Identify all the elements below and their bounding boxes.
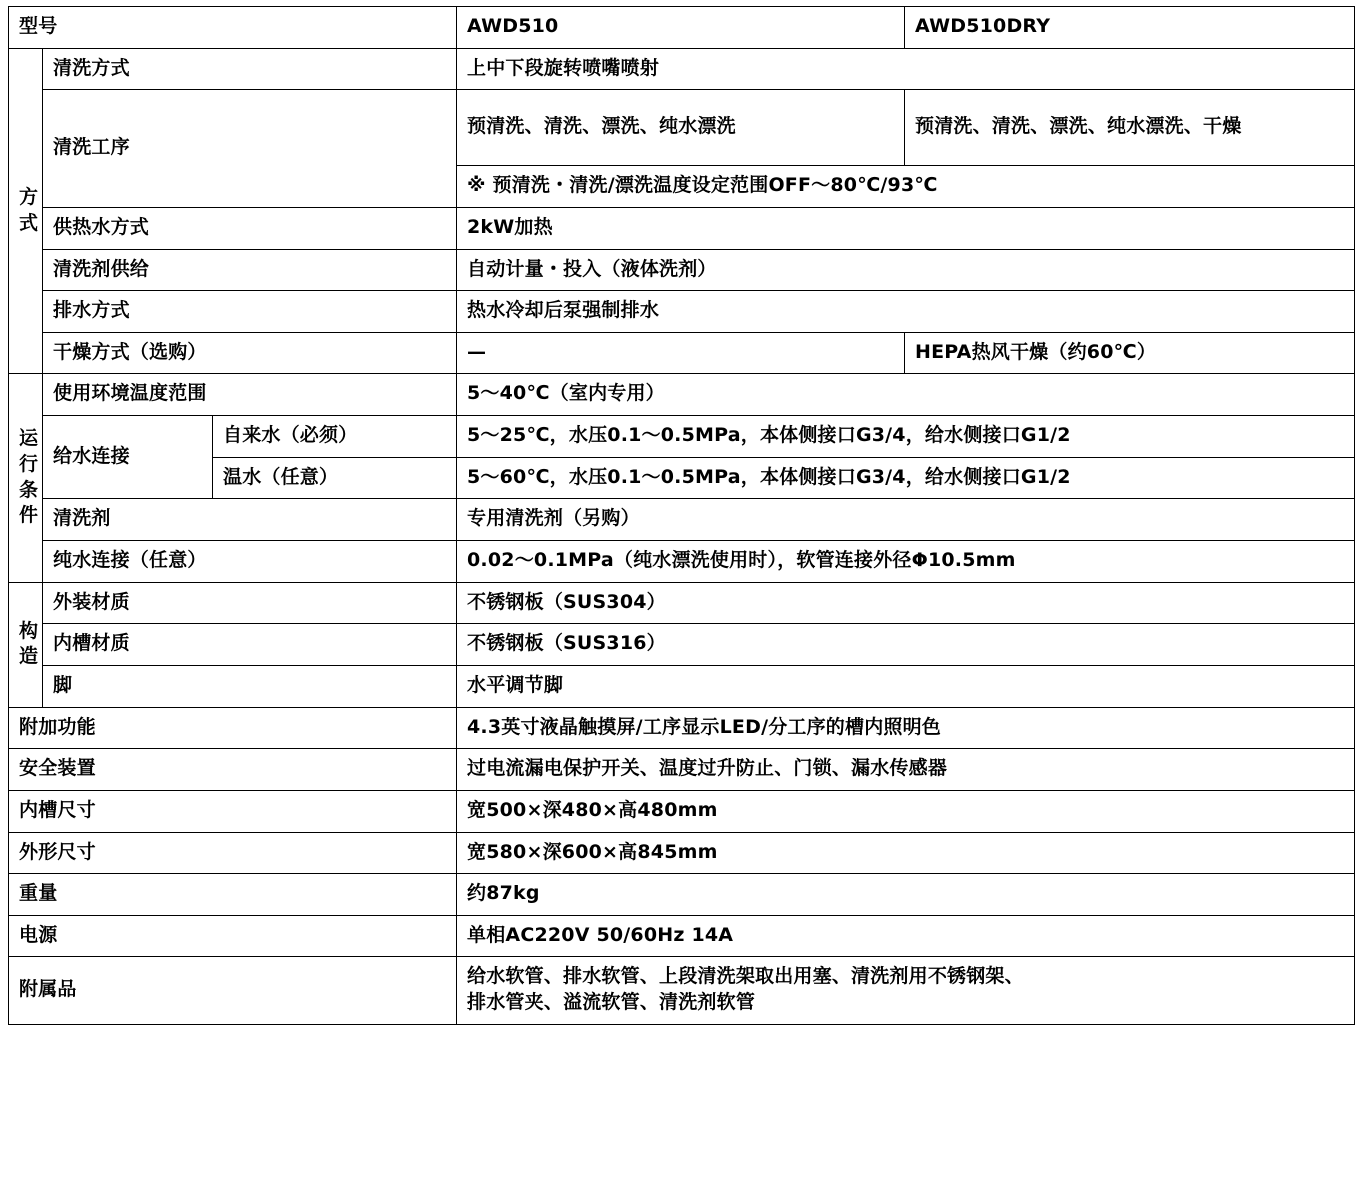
row-label-hot-water-supply: 供热水方式 <box>43 207 457 249</box>
table-row <box>9 624 1355 666</box>
table-row <box>9 665 1355 707</box>
row-label-wash-process: 清洗工序 <box>43 90 457 208</box>
table-row <box>9 749 1355 791</box>
header-model-1: AWD510 <box>457 7 905 49</box>
row-value-ambient-temp: 5〜40℃（室内专用） <box>457 374 1355 416</box>
row-value-wash-method: 上中下段旋转喷嘴喷射 <box>457 48 1355 90</box>
table-row <box>9 541 1355 583</box>
row-value-water-supply-tap: 5〜25℃，水压0.1〜0.5MPa，本体侧接口G3/4，给水侧接口G1/2 <box>457 416 1355 458</box>
row-value-dry-method-model2: HEPA热风干燥（约60℃） <box>905 332 1355 374</box>
accessories-line-2: 排水管夹、溢流软管、清洗剂软管 <box>467 991 756 1014</box>
row-label-detergent-supply: 清洗剂供给 <box>43 249 457 291</box>
row-value-dry-method-model1: — <box>457 332 905 374</box>
row-value-outer-size: 宽580×深600×高845mm <box>457 832 1355 874</box>
header-row-label: 型号 <box>9 7 457 49</box>
row-value-safety-devices: 过电流漏电保护开关、温度过升防止、门锁、漏水传感器 <box>457 749 1355 791</box>
row-label-detergent: 清洗剂 <box>43 499 457 541</box>
table-row <box>9 249 1355 291</box>
row-value-power: 单相AC220V 50/60Hz 14A <box>457 915 1355 957</box>
row-label-water-supply-tap: 自来水（必须） <box>213 416 457 458</box>
row-label-dry-method: 干燥方式（选购） <box>43 332 457 374</box>
table-row <box>9 707 1355 749</box>
row-value-feet: 水平调节脚 <box>457 665 1355 707</box>
table-row <box>9 90 1355 166</box>
table-row <box>9 832 1355 874</box>
row-label-wash-method: 清洗方式 <box>43 48 457 90</box>
table-row <box>9 207 1355 249</box>
row-label-exterior-material: 外装材质 <box>43 582 457 624</box>
table-row <box>9 582 1355 624</box>
table-row <box>9 915 1355 957</box>
row-label-outer-size: 外形尺寸 <box>9 832 457 874</box>
row-value-detergent: 专用清洗剂（另购） <box>457 499 1355 541</box>
table-row <box>9 874 1355 916</box>
row-label-water-supply-warm: 温水（任意） <box>213 457 457 499</box>
row-value-exterior-material: 不锈钢板（SUS304） <box>457 582 1355 624</box>
row-label-accessories: 附属品 <box>9 957 457 1024</box>
row-label-ambient-temp: 使用环境温度范围 <box>43 374 457 416</box>
row-value-extra-functions: 4.3英寸液晶触摸屏/工序显示LED/分工序的槽内照明色 <box>457 707 1355 749</box>
table-row <box>9 48 1355 90</box>
row-label-safety-devices: 安全装置 <box>9 749 457 791</box>
row-label-weight: 重量 <box>9 874 457 916</box>
category-method: 方式 <box>9 48 43 374</box>
table-row <box>9 790 1355 832</box>
table-row <box>9 332 1355 374</box>
header-model-2: AWD510DRY <box>905 7 1355 49</box>
row-label-power: 电源 <box>9 915 457 957</box>
accessories-line-1: 给水软管、排水软管、上段清洗架取出用塞、清洗剂用不锈钢架、 <box>467 965 1024 988</box>
row-value-detergent-supply: 自动计量・投入（液体洗剂） <box>457 249 1355 291</box>
table-row <box>9 499 1355 541</box>
row-label-pure-water: 纯水连接（任意） <box>43 541 457 583</box>
category-operating-conditions: 运行条件 <box>9 374 43 582</box>
row-label-feet: 脚 <box>43 665 457 707</box>
row-label-inner-size: 内槽尺寸 <box>9 790 457 832</box>
row-label-drain-method: 排水方式 <box>43 291 457 333</box>
row-value-inner-material: 不锈钢板（SUS316） <box>457 624 1355 666</box>
table-row <box>9 291 1355 333</box>
row-value-wash-process-model2: 预清洗、清洗、漂洗、纯水漂洗、干燥 <box>905 90 1355 166</box>
row-value-inner-size: 宽500×深480×高480mm <box>457 790 1355 832</box>
specification-table <box>8 6 1355 1025</box>
row-label-extra-functions: 附加功能 <box>9 707 457 749</box>
table-row <box>9 957 1355 1024</box>
category-construction: 构造 <box>9 582 43 707</box>
table-row <box>9 416 1355 458</box>
table-row <box>9 7 1355 49</box>
row-value-wash-process-note: ※ 预清洗・清洗/漂洗温度设定范围OFF〜80℃/93℃ <box>457 166 1355 208</box>
row-label-inner-material: 内槽材质 <box>43 624 457 666</box>
row-value-hot-water-supply: 2kW加热 <box>457 207 1355 249</box>
row-label-water-supply: 给水连接 <box>43 416 213 499</box>
row-value-accessories <box>457 957 1355 1024</box>
row-value-wash-process-model1: 预清洗、清洗、漂洗、纯水漂洗 <box>457 90 905 166</box>
row-value-water-supply-warm: 5〜60℃，水压0.1〜0.5MPa，本体侧接口G3/4，给水侧接口G1/2 <box>457 457 1355 499</box>
row-value-drain-method: 热水冷却后泵强制排水 <box>457 291 1355 333</box>
table-row <box>9 374 1355 416</box>
row-value-weight: 约87kg <box>457 874 1355 916</box>
row-value-pure-water: 0.02〜0.1MPa（纯水漂洗使用时），软管连接外径Φ10.5mm <box>457 541 1355 583</box>
